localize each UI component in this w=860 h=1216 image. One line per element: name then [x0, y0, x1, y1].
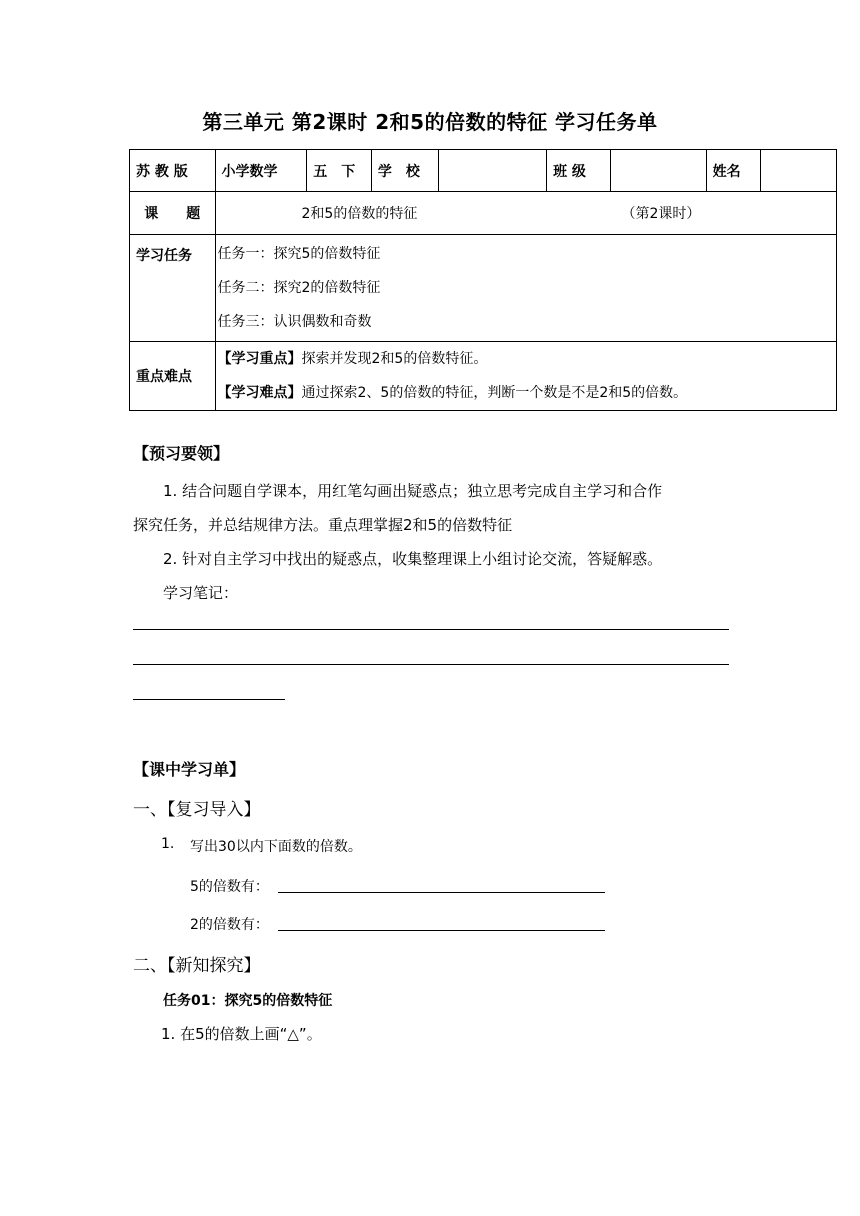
- difficult-point-tag: 【学习难点】: [217, 385, 302, 401]
- explore-heading: 二、【新知探究】: [133, 956, 261, 976]
- preview-heading: 【预习要领】: [133, 444, 230, 463]
- preview-item-1-line-1: 1. 结合问题自学课本，用红笔勾画出疑惑点；独立思考完成自主学习和合作: [163, 482, 663, 500]
- question-text: 写出30以内下面数的倍数。: [190, 839, 362, 855]
- school-label: 学 校: [371, 150, 438, 192]
- tasks-cell: [215, 235, 837, 342]
- grade-cell: 五 下: [307, 150, 372, 192]
- focus-label: 重点难点: [130, 342, 216, 411]
- difficult-point-text: 通过探索2、5的倍数的特征，判断一个数是不是2和5的倍数。: [301, 385, 688, 401]
- multiples-of-2-answer-line[interactable]: [278, 930, 605, 931]
- question-number: 1.: [161, 836, 175, 852]
- class-field[interactable]: [610, 150, 706, 192]
- key-point-tag: 【学习重点】: [217, 351, 302, 367]
- review-heading: 一、【复习导入】: [133, 800, 261, 820]
- task-01-question-1: 1. 在5的倍数上画“△”。: [161, 1025, 322, 1043]
- class-label: 班 级: [547, 150, 611, 192]
- task-01-heading: 任务01：探究5的倍数特征: [163, 993, 333, 1009]
- edition-cell: 苏 教 版: [130, 150, 216, 192]
- tasks-label: 学习任务: [130, 235, 216, 342]
- info-table: [129, 149, 837, 411]
- task-item: 任务三：认识偶数和奇数: [217, 314, 372, 330]
- preview-item-1-line-2: 探究任务，并总结规律方法。重点理掌握2和5的倍数特征: [133, 516, 513, 534]
- topic-label: 课 题: [130, 192, 216, 235]
- notes-line[interactable]: [133, 629, 729, 630]
- notes-line[interactable]: [133, 699, 285, 700]
- topic-period: （第2课时）: [621, 206, 701, 222]
- notes-label: 学习笔记：: [163, 584, 239, 602]
- page-title: 第三单元 第2课时 2和5的倍数的特征 学习任务单: [202, 110, 658, 134]
- focus-cell: [215, 342, 837, 411]
- multiples-of-2-label: 2的倍数有：: [190, 917, 269, 933]
- notes-line[interactable]: [133, 664, 729, 665]
- topic-value: 2和5的倍数的特征: [301, 206, 418, 222]
- multiples-of-5-answer-line[interactable]: [278, 892, 605, 893]
- lesson-heading: 【课中学习单】: [133, 760, 246, 779]
- subject-cell: 小学数学: [215, 150, 307, 192]
- topic-cell: [215, 192, 837, 235]
- name-field[interactable]: [760, 150, 836, 192]
- preview-item-2: 2. 针对自主学习中找出的疑惑点，收集整理课上小组讨论交流，答疑解惑。: [163, 550, 663, 568]
- name-label: 姓名: [706, 150, 760, 192]
- multiples-of-5-label: 5的倍数有：: [190, 879, 269, 895]
- task-item: 任务二：探究2的倍数特征: [217, 280, 381, 296]
- key-point-text: 探索并发现2和5的倍数特征。: [301, 351, 488, 367]
- task-item: 任务一：探究5的倍数特征: [217, 246, 381, 262]
- school-field[interactable]: [438, 150, 546, 192]
